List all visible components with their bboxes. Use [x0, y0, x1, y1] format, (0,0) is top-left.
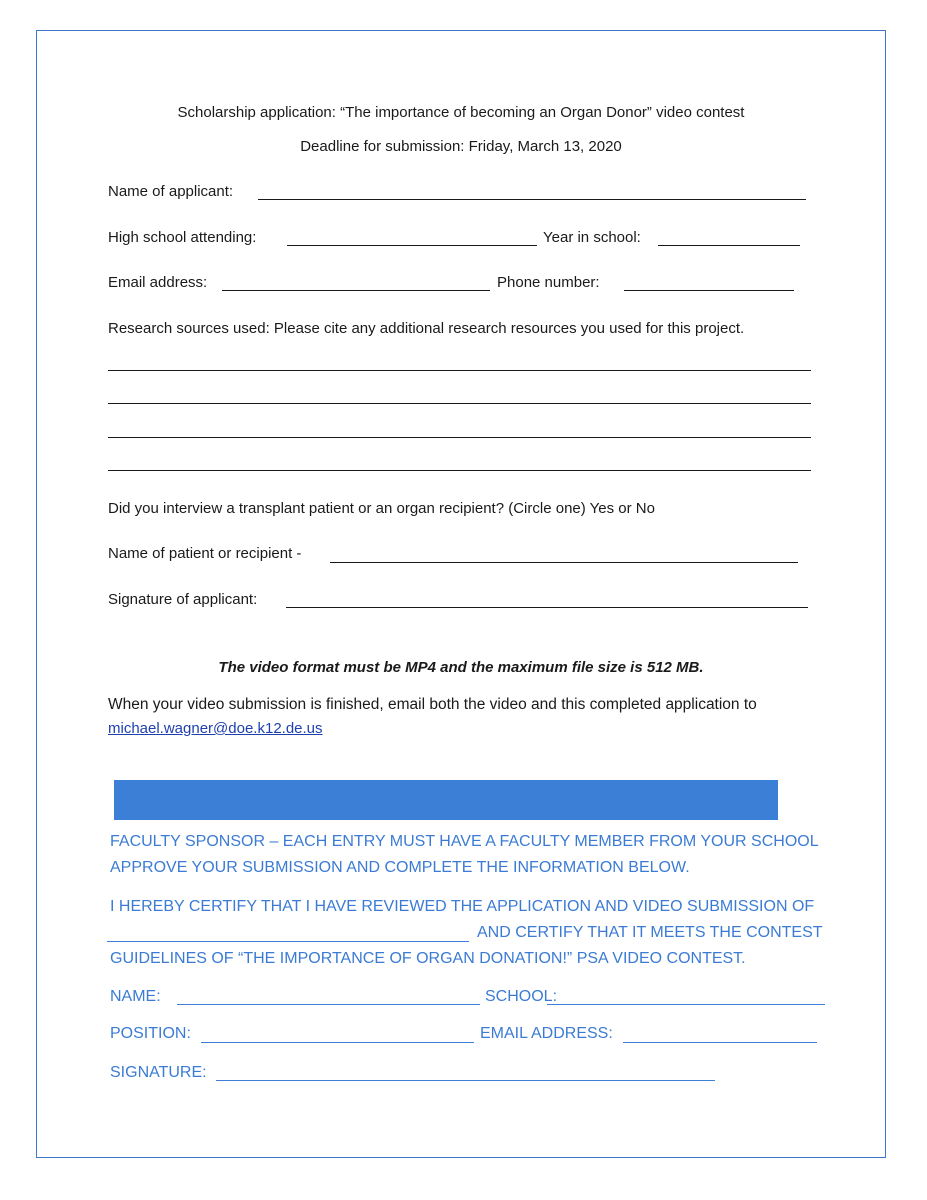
faculty-email-label: EMAIL ADDRESS: [480, 1025, 613, 1042]
patient-field[interactable] [330, 562, 798, 563]
research-line-1[interactable] [108, 370, 811, 371]
research-line-4[interactable] [108, 470, 811, 471]
certify-line-3: GUIDELINES OF “THE IMPORTANCE OF ORGAN DONATION!” PSA VIDEO CONTEST. [110, 950, 746, 967]
faculty-school-field[interactable] [547, 1004, 825, 1005]
faculty-school-label: SCHOOL: [485, 988, 558, 1005]
submission-text: When your video submission is finished, email both the video and this completed application to [108, 696, 757, 713]
signature-label: Signature of applicant: [108, 591, 258, 608]
faculty-name-label: NAME: [110, 988, 161, 1005]
applicant-name-label: Name of applicant: [108, 183, 234, 200]
faculty-email-field[interactable] [623, 1042, 817, 1043]
email-label: Email address: [108, 274, 208, 291]
high-school-field[interactable] [287, 245, 537, 246]
faculty-position-field[interactable] [201, 1042, 474, 1043]
video-format-notice: The video format must be MP4 and the maximum file size is 512 MB. [218, 659, 704, 676]
submission-email-link[interactable]: michael.wagner@doe.k12.de.us [108, 720, 323, 737]
certify-line-2: AND CERTIFY THAT IT MEETS THE CONTEST [477, 924, 823, 941]
high-school-label: High school attending: [108, 229, 257, 246]
faculty-heading-line-2: APPROVE YOUR SUBMISSION AND COMPLETE THE INFORMATION BELOW. [110, 859, 690, 876]
applicant-name-field[interactable] [258, 199, 806, 200]
patient-label: Name of patient or recipient - [108, 545, 302, 562]
interview-question: Did you interview a transplant patient or an organ recipient? (Circle one) Yes or No [108, 500, 655, 517]
faculty-signature-label: SIGNATURE: [110, 1064, 207, 1081]
faculty-heading-line-1: FACULTY SPONSOR – EACH ENTRY MUST HAVE A FACULTY MEMBER FROM YOUR SCHOOL [110, 833, 819, 850]
certify-line-1: I HEREBY CERTIFY THAT I HAVE REVIEWED THE APPLICATION AND VIDEO SUBMISSION OF [110, 898, 815, 915]
research-line-2[interactable] [108, 403, 811, 404]
email-field[interactable] [222, 290, 490, 291]
faculty-position-label: POSITION: [110, 1025, 191, 1042]
form-title: Scholarship application: “The importance of becoming an Organ Donor” video contest [177, 104, 745, 121]
year-label: Year in school: [543, 229, 641, 246]
faculty-signature-field[interactable] [216, 1080, 715, 1081]
certify-student-field[interactable] [107, 941, 469, 942]
faculty-name-field[interactable] [177, 1004, 480, 1005]
research-label: Research sources used: Please cite any additional research resources you used for this project. [108, 320, 745, 337]
deadline: Deadline for submission: Friday, March 13, 2020 [300, 138, 622, 155]
research-line-3[interactable] [108, 437, 811, 438]
year-field[interactable] [658, 245, 800, 246]
signature-field[interactable] [286, 607, 808, 608]
phone-field[interactable] [624, 290, 794, 291]
phone-label: Phone number: [497, 274, 600, 291]
faculty-section-bar [114, 780, 778, 820]
